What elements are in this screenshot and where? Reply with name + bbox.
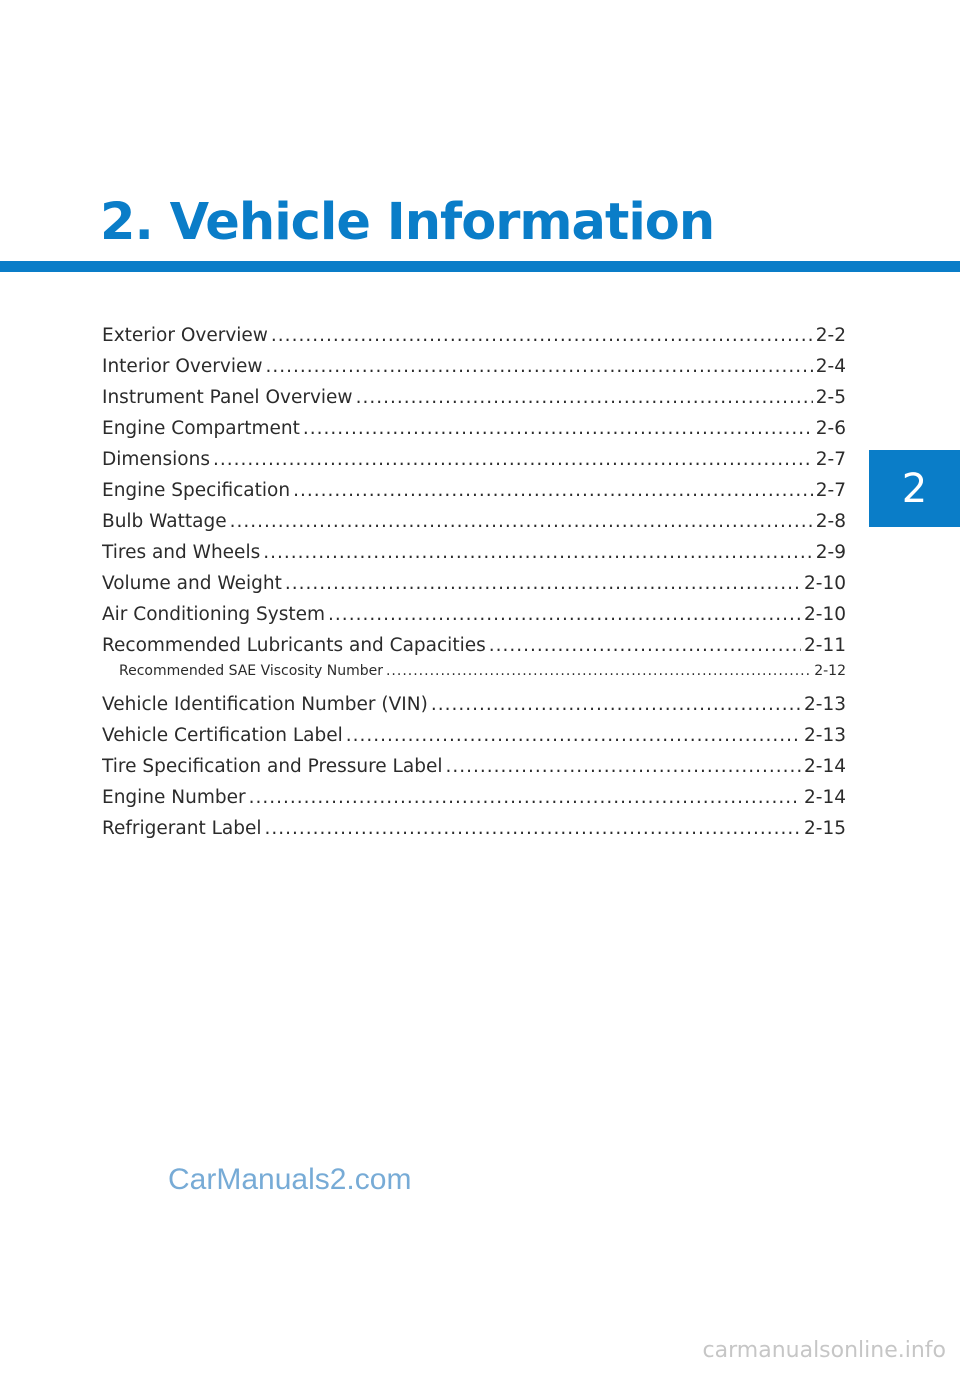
toc-entry-label: Dimensions [102,449,210,470]
toc-entry-page: 2-8 [815,511,846,532]
toc-subentry[interactable] [102,661,846,689]
toc-entry-page: 2-10 [804,604,846,625]
toc-entry-page: 2-4 [815,356,846,377]
toc-entry[interactable] [102,630,846,661]
toc-entry-page: 2-2 [815,325,846,346]
toc-entry[interactable] [102,320,846,351]
toc-dot-leader [263,537,813,568]
toc-dot-leader [265,813,802,844]
watermark-carmanualsonline[interactable]: carmanualsonline.info [702,1338,946,1363]
toc-dot-leader [445,751,801,782]
toc-dot-leader [265,351,812,382]
toc-entry-page: 2-7 [815,480,846,501]
toc-entry[interactable] [102,351,846,382]
toc-entry-label: Recommended SAE Viscosity Number [119,663,383,679]
toc-entry-label: Interior Overview [102,356,263,377]
toc-entry-label: Engine Compartment [102,418,300,439]
toc-dot-leader [489,630,801,661]
title-underline-bar [0,261,960,272]
toc-dot-leader [249,782,801,813]
toc-entry-label: Tires and Wheels [102,542,261,563]
toc-entry-label: Tire Specification and Pressure Label [102,756,443,777]
toc-entry-page: 2-13 [804,694,846,715]
toc-entry-label: Exterior Overview [102,325,268,346]
toc-entry[interactable] [102,720,846,751]
toc-entry[interactable] [102,413,846,444]
toc-entry-label: Vehicle Certification Label [102,725,343,746]
toc-dot-leader [213,444,813,475]
toc-entry-label: Instrument Panel Overview [102,387,353,408]
toc-dot-leader [431,689,801,720]
toc-entry-page: 2-6 [815,418,846,439]
toc-dot-leader [356,382,813,413]
toc-entry-label: Engine Number [102,787,246,808]
toc-entry-label: Bulb Wattage [102,511,227,532]
toc-entry-label: Refrigerant Label [102,818,262,839]
toc-entry-page: 2-5 [815,387,846,408]
toc-entry[interactable] [102,444,846,475]
toc-dot-leader [285,568,801,599]
toc-entry-page: 2-13 [804,725,846,746]
toc-entry-page: 2-10 [804,573,846,594]
toc-entry[interactable] [102,751,846,782]
toc-entry[interactable] [102,568,846,599]
toc-entry[interactable] [102,537,846,568]
toc-dot-leader [346,720,801,751]
toc-entry-label: Vehicle Identification Number (VIN) [102,694,428,715]
toc-entry-label: Volume and Weight [102,573,282,594]
toc-dot-leader [271,320,813,351]
chapter-tab[interactable] [869,450,960,527]
toc-dot-leader [386,661,811,681]
toc-entry[interactable] [102,506,846,537]
toc-entry-label: Air Conditioning System [102,604,326,625]
toc-entry-page: 2-15 [804,818,846,839]
toc-entry-page: 2-12 [814,663,846,679]
toc-entry-page: 2-9 [815,542,846,563]
toc-entry[interactable] [102,475,846,506]
table-of-contents [102,320,846,844]
chapter-tab-number: 2 [901,465,928,512]
toc-dot-leader [328,599,801,630]
toc-entry[interactable] [102,599,846,630]
chapter-title: 2. Vehicle Information [100,193,715,252]
toc-dot-leader [303,413,813,444]
toc-dot-leader [230,506,813,537]
toc-entry-page: 2-14 [804,787,846,808]
toc-entry-label: Engine Specification [102,480,291,501]
toc-entry-page: 2-7 [815,449,846,470]
toc-dot-leader [293,475,813,506]
toc-entry-page: 2-14 [804,756,846,777]
toc-entry[interactable] [102,813,846,844]
toc-entry-page: 2-11 [804,635,846,656]
watermark-carmanuals[interactable]: CarManuals2.com [168,1163,412,1196]
toc-entry[interactable] [102,689,846,720]
toc-entry-label: Recommended Lubricants and Capacities [102,635,486,656]
toc-entry[interactable] [102,782,846,813]
toc-entry[interactable] [102,382,846,413]
